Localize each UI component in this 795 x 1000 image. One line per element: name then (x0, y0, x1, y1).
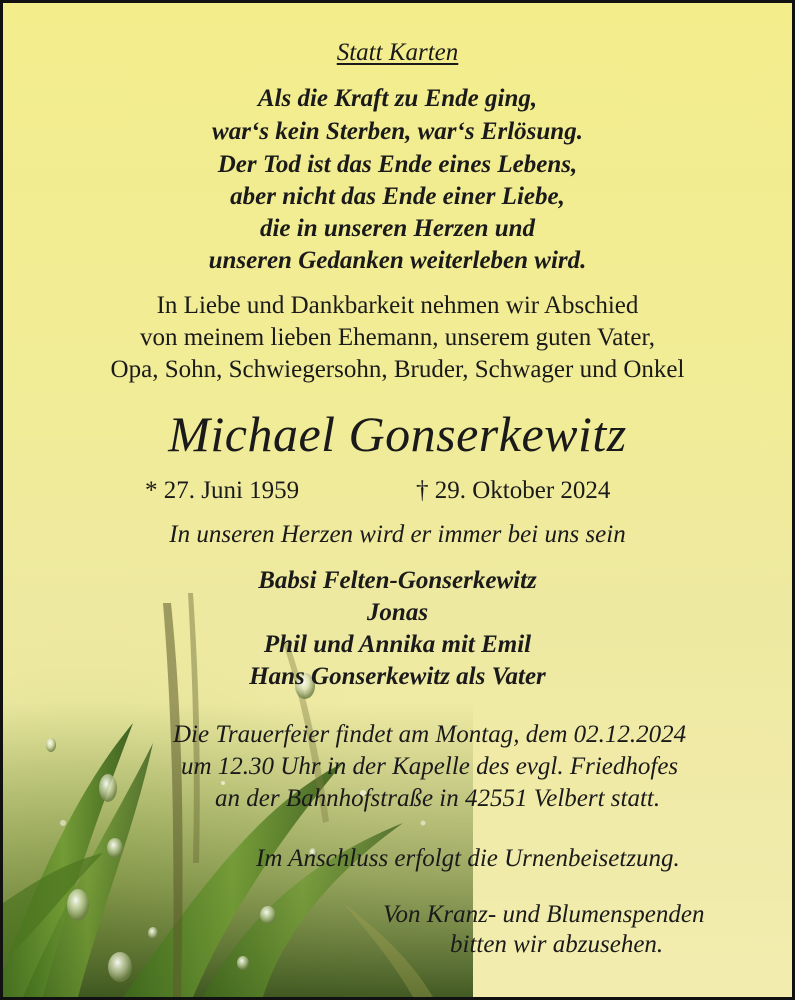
family-member-1: Babsi Felten-Gonserkewitz (258, 567, 537, 594)
poem-line-3: Der Tod ist das Ende eines Lebens, (217, 151, 578, 178)
statt-karten-heading: Statt Karten (336, 39, 459, 66)
family-member-2: Jonas (366, 599, 429, 626)
intro-line-3: Opa, Sohn, Schwiegersohn, Bruder, Schwager und Onkel (110, 356, 685, 383)
family-member-4: Hans Gonserkewitz als Vater (249, 663, 546, 690)
poem-line-5: die in unseren Herzen und (259, 215, 536, 242)
poem-line-4: aber nicht das Ende einer Liebe, (230, 183, 565, 210)
family-member-3: Phil und Annika mit Emil (263, 631, 532, 658)
urn-burial-line: Im Anschluss erfolgt die Urnenbeisetzung. (256, 845, 680, 872)
poem-line-2: war‘s kein Sterben, war‘s Erlösung. (212, 118, 583, 145)
flowers-line-2: bitten wir abzusehen. (450, 931, 664, 958)
death-date: † 29. Oktober 2024 (416, 477, 611, 504)
motto-line: In unseren Herzen wird er immer bei uns sein (169, 521, 626, 548)
birth-date: * 27. Juni 1959 (145, 477, 300, 504)
ceremony-line-1: Die Trauerfeier findet am Montag, dem 02.12.2024 (173, 721, 687, 748)
ceremony-line-2: um 12.30 Uhr in der Kapelle des evgl. Friedhofes (181, 753, 679, 780)
poem-line-6: unseren Gedanken weiterleben wird. (208, 247, 587, 274)
obituary-text (3, 3, 792, 997)
deceased-name: Michael Gonserkewitz (168, 406, 627, 462)
ceremony-line-3: an der Bahnhofstraße in 42551 Velbert statt. (215, 785, 661, 812)
intro-line-1: In Liebe und Dankbarkeit nehmen wir Abschied (156, 292, 639, 319)
intro-line-2: von meinem lieben Ehemann, unserem guten Vater, (139, 324, 656, 351)
poem-line-1: Als die Kraft zu Ende ging, (257, 85, 538, 112)
flowers-line-1: Von Kranz- und Blumenspenden (383, 901, 705, 928)
